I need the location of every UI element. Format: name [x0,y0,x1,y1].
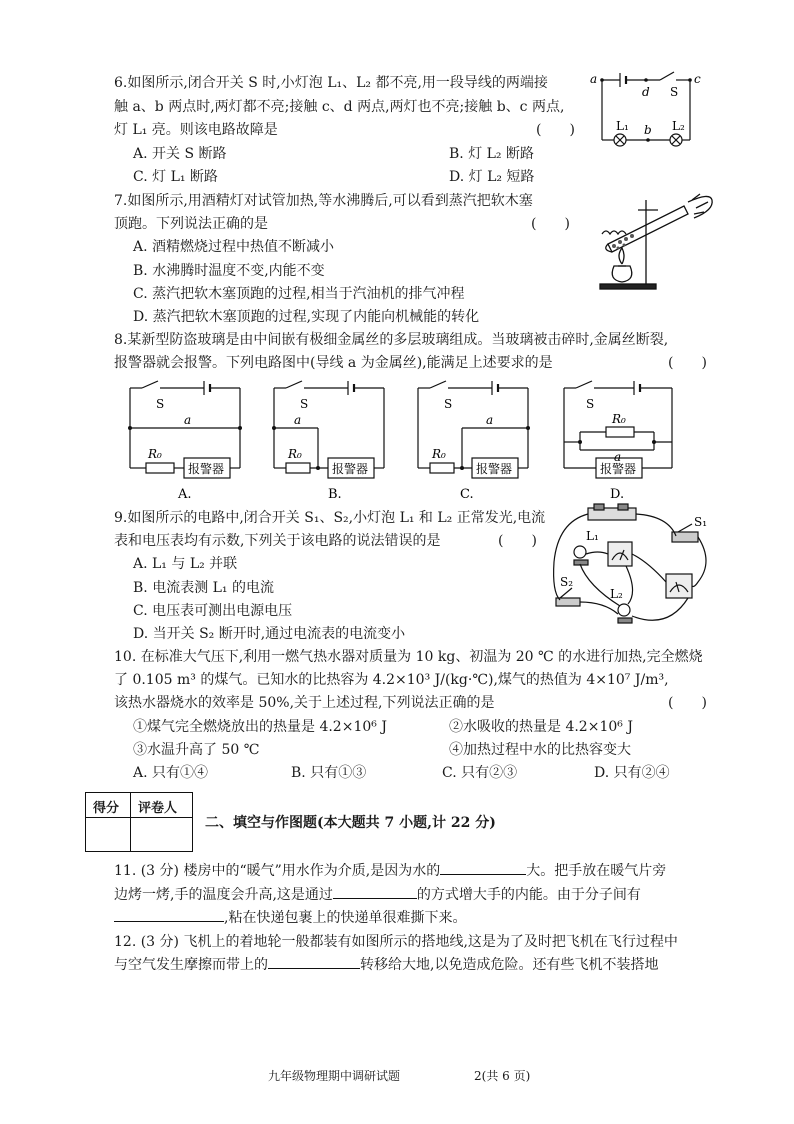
q12-blank-1[interactable] [268,954,360,969]
q6-option-c: C. 灯 L₁ 断路 [133,169,218,185]
q12-part2: 与空气发生摩擦而带上的 [114,957,268,973]
q11-part3: 边烤一烤,手的温度会升高,这是通过 [114,887,333,903]
q7-option-a: A. 酒精燃烧过程中热值不断减小 [133,239,335,255]
q11-blank-3[interactable] [114,907,224,922]
q8-b-resistor-label: R₀ [288,447,302,461]
q12-part3: 转移给大地,以免造成危险。还有些飞机不装搭地 [360,957,659,973]
q9-label-l1: L₁ [586,529,599,543]
q9-label-l2: L₂ [610,587,623,601]
q9-option-d: D. 当开关 S₂ 断开时,通过电流表的电流变小 [133,626,406,642]
q9-line1: 9.如图所示的电路中,闭合开关 S₁、S₂,小灯泡 L₁ 和 L₂ 正常发光,电流 [114,510,546,526]
q6-line3: 灯 L₁ 亮。则该电路故障是 [114,122,278,138]
q7-answer-paren: ( ) [531,216,570,232]
q8-c-resistor-label: R₀ [432,447,446,461]
q10-line2: 了 0.105 m³ 的煤气。已知水的比热容为 4.2×10³ J/(kg·℃),煤气的热值为 4×10⁷ J/m³, [114,672,669,688]
q9-answer-paren: ( ) [498,533,537,549]
q8-c-switch-label: S [444,397,453,411]
q8-d-switch-label: S [586,397,595,411]
q6-label-l2: L₂ [672,119,685,133]
q6-circuit-diagram [590,68,700,158]
score-label: 得分 [93,801,120,816]
q8-a-switch-label: S [156,397,165,411]
q6-answer-paren: ( ) [536,122,575,138]
q11-part4: 的方式增大手的内能。由于分子间有 [416,887,641,903]
q7-option-b: B. 水沸腾时温度不变,内能不变 [133,263,325,279]
q7-test-tube-figure [588,188,718,296]
q8-a-label: A. [178,487,192,502]
q9-line2: 表和电压表均有示数,下列关于该电路的说法错误的是 [114,533,441,549]
q10-option-b: B. 只有①③ [291,765,367,781]
q8-c-wire-label: a [486,413,494,427]
q11-blank-1[interactable] [440,860,526,875]
q11-line1 [114,860,666,882]
q11-blank-2[interactable] [333,884,417,899]
q10-statement-4: ④加热过程中水的比热容变大 [449,742,631,758]
q8-a-resistor-label: R₀ [148,447,162,461]
q9-label-s2: S₂ [560,575,574,589]
q7-line1: 7.如图所示,用酒精灯对试管加热,等水沸腾后,可以看到蒸汽把软木塞 [114,193,533,209]
q6-line1: 6.如图所示,闭合开关 S 时,小灯泡 L₁、L₂ 都不亮,用一段导线的两端接 [114,75,548,91]
q8-line1: 8.某新型防盗玻璃是由中间嵌有极细金属丝的多层玻璃组成。当玻璃被击碎时,金属丝断裂, [114,332,669,348]
q11-part5: ,粘在快递包裹上的快递单很难撕下来。 [224,910,467,926]
reviewer-label: 评卷人 [138,801,178,816]
q10-option-d: D. 只有②④ [594,765,670,781]
q8-b-alarm-label: 报警器 [332,462,369,476]
q10-statement-2: ②水吸收的热量是 4.2×10⁶ J [449,719,633,735]
footer-title: 九年级物理期中调研试题 [268,1069,401,1083]
footer-page-number: 2(共 6 页) [474,1069,531,1083]
q6-line2: 触 a、b 两点时,两灯都不亮;接触 c、d 两点,两灯也不亮;接触 b、c 两点, [114,99,565,115]
q8-b-wire-label: a [294,413,302,427]
q8-b-label: B. [328,487,342,502]
q8-a-alarm-label: 报警器 [188,462,225,476]
q6-label-s: S [670,85,679,99]
q8-circuit-a [128,380,248,502]
q8-b-switch-label: S [300,397,309,411]
section-2-heading: 二、填空与作图题(本大题共 7 小题,计 22 分) [205,815,496,831]
q9-option-c: C. 电压表可测出电源电压 [133,603,293,619]
q6-label-c: c [694,72,701,86]
q9-option-a: A. L₁ 与 L₂ 并联 [133,556,238,572]
q6-label-d: d [642,85,650,99]
q10-option-a: A. 只有①④ [133,765,209,781]
q6-label-l1: L₁ [616,119,629,133]
q8-c-label: C. [460,487,474,502]
q11-line3 [114,907,466,929]
score-table [85,792,193,852]
q8-circuit-c [416,380,536,502]
q8-a-wire-label: a [184,413,192,427]
q10-line3: 该热水器烧水的效率是 50%,关于上述过程,下列说法正确的是 [114,695,495,711]
q8-circuit-d [562,380,682,502]
q12-line2 [114,954,658,976]
q11-line2 [114,884,641,906]
q8-d-resistor-label: R₀ [612,412,626,426]
q8-line2: 报警器就会报警。下列电路图中(导线 a 为金属丝),能满足上述要求的是 [114,355,553,371]
q8-circuit-b [272,380,392,502]
q6-label-b: b [644,123,652,137]
q6-option-a: A. 开关 S 断路 [133,146,227,162]
q7-option-c: C. 蒸汽把软木塞顶跑的过程,相当于汽油机的排气冲程 [133,286,465,302]
q7-line2: 顶跑。下列说法正确的是 [114,216,268,232]
q10-statement-3: ③水温升高了 50 ℃ [133,742,260,758]
q11-part1: 11. (3 分) 楼房中的“暖气”用水作为介质,是因为水的 [114,863,441,879]
q10-answer-paren: ( ) [668,695,707,711]
q8-d-label: D. [610,487,625,502]
q8-d-wire-label: a [614,450,622,464]
q10-line1: 10. 在标准大气压下,利用一燃气热水器对质量为 10 kg、初温为 20 ℃ 的水进行加热,完全燃烧 [114,649,703,665]
q6-option-b: B. 灯 L₂ 断路 [449,146,534,162]
q8-answer-paren: ( ) [668,355,707,371]
q8-c-alarm-label: 报警器 [476,462,513,476]
q10-option-c: C. 只有②③ [442,765,518,781]
q9-option-b: B. 电流表测 L₁ 的电流 [133,580,274,596]
q8-d-alarm-label: 报警器 [600,462,637,476]
q7-option-d: D. 蒸汽把软木塞顶跑的过程,实现了内能向机械能的转化 [133,309,480,325]
q10-statement-1: ①煤气完全燃烧放出的热量是 4.2×10⁶ J [133,719,387,735]
q11-part2: 大。把手放在暖气片旁 [526,863,667,879]
q6-label-a: a [590,72,598,86]
q9-physical-circuit [548,502,718,638]
q9-label-s1: S₁ [694,515,708,529]
q12-line1: 12. (3 分) 飞机上的着地轮一般都装有如图所示的搭地线,这是为了及时把飞机在飞行过程中 [114,934,678,950]
q6-option-d: D. 灯 L₂ 短路 [449,169,535,185]
